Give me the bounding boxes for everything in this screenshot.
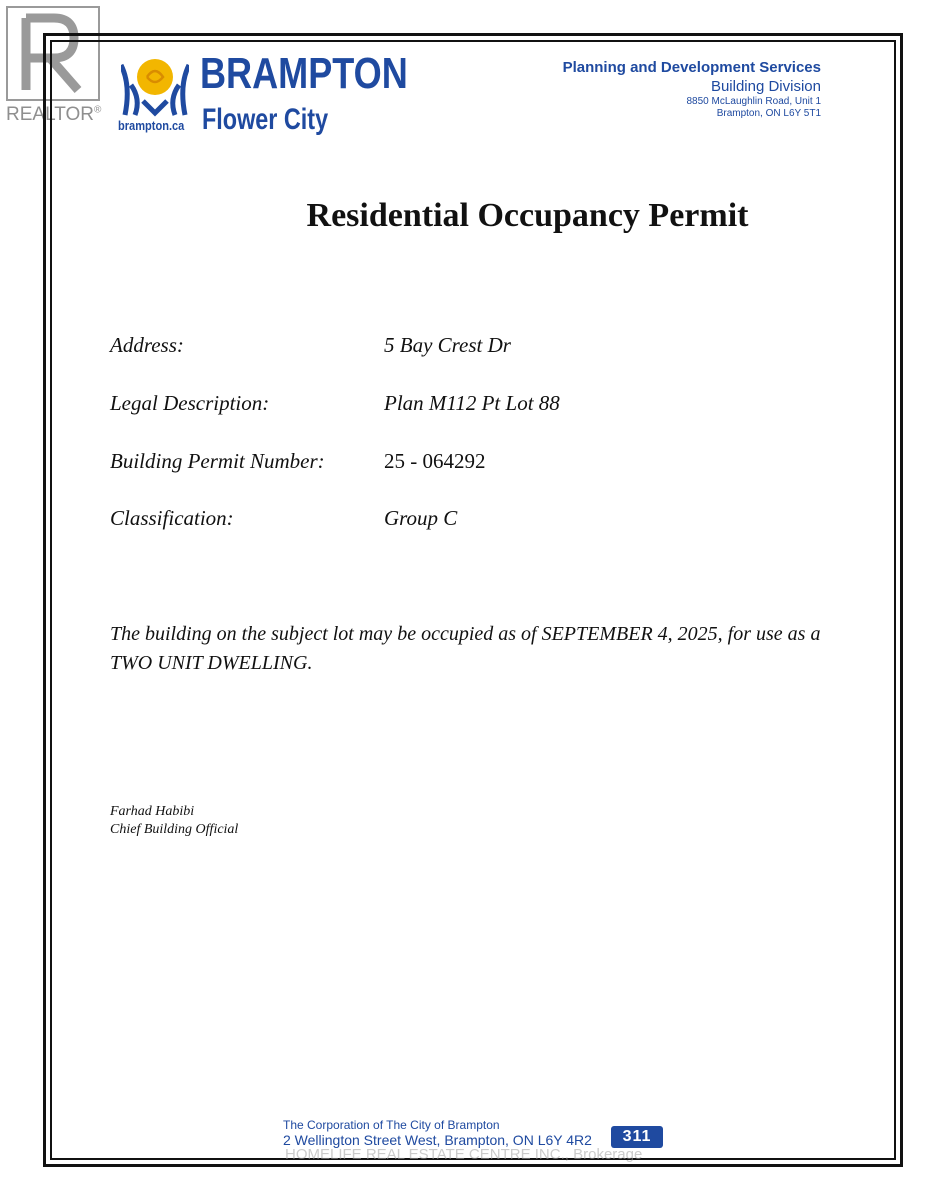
badge-311-icon: 311: [611, 1126, 663, 1148]
classification-value: Group C: [384, 506, 458, 530]
signatory-name: Farhad Habibi: [110, 804, 195, 819]
realtor-label: REALTOR: [6, 104, 94, 125]
brokerage-watermark: HOMELIFE REAL ESTATE CENTRE INC., Brokerage: [285, 1146, 643, 1163]
document-title: Residential Occupancy Permit: [306, 197, 749, 234]
permit-number-value: 25 - 064292: [384, 449, 486, 473]
department-address-line1: 8850 McLaughlin Road, Unit 1: [686, 96, 821, 107]
legal-description-value: Plan M112 Pt Lot 88: [384, 391, 560, 415]
classification-label: Classification:: [110, 506, 234, 530]
logo-website: brampton.ca: [118, 118, 185, 133]
logo-tagline: Flower City: [202, 103, 329, 136]
permit-number-label: Building Permit Number:: [110, 449, 325, 473]
division-name: Building Division: [710, 78, 821, 95]
footer-address: 2 Wellington Street West, Brampton, ON L6Y 4R2: [283, 1132, 592, 1148]
occupancy-statement: The building on the subject lot may be occupied as of SEPTEMBER 4, 2025, for use as a TWO UNIT DWELLING.: [110, 623, 821, 674]
brampton-flower-logo-icon: [121, 55, 189, 117]
footer-corporation: The Corporation of The City of Brampton: [283, 1118, 500, 1132]
address-value: 5 Bay Crest Dr: [384, 333, 511, 357]
realtor-registered-mark: ®: [94, 104, 102, 116]
department-name: Planning and Development Services: [562, 59, 821, 76]
legal-description-label: Legal Description:: [110, 391, 270, 415]
department-address-line2: Brampton, ON L6Y 5T1: [716, 108, 821, 119]
logo-city-name: BRAMPTON: [200, 49, 408, 98]
department-header: [563, 59, 821, 120]
address-label: Address:: [110, 333, 184, 357]
signatory-title: Chief Building Official: [110, 822, 239, 837]
